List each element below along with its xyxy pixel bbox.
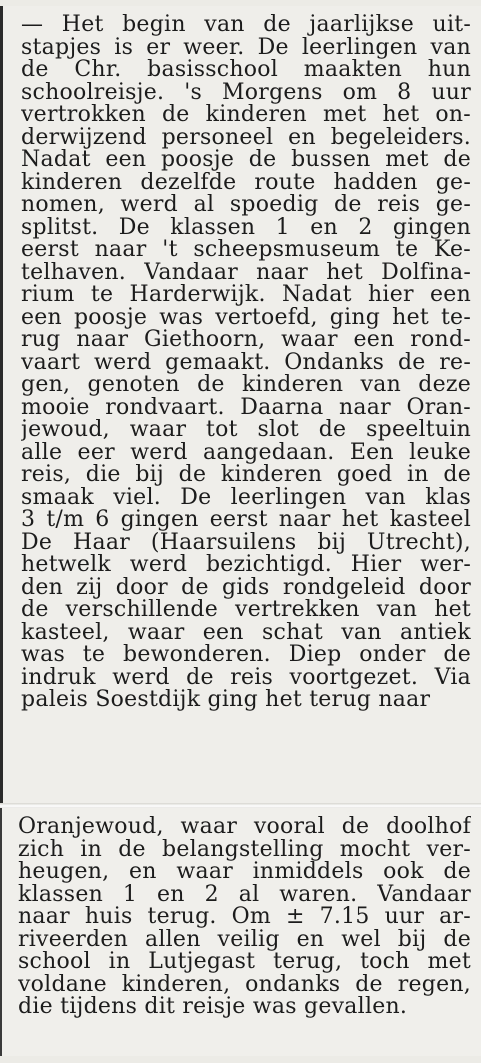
article-line: nomen, werd al spoedig de reis ge- — [21, 194, 471, 217]
article-line: derwijzend personeel en begeleiders. — [21, 126, 471, 149]
article-line: die tijdens dit reisje was gevallen. — [18, 996, 408, 1019]
article-line: alle eer werd aangedaan. Een leuke — [21, 441, 471, 464]
article-line: schoolreisje. 's Morgens om 8 uur — [21, 81, 471, 104]
article-line: hetwelk werd bezichtigd. Hier wer- — [21, 554, 471, 577]
article-line: indruk werd de reis voortgezet. Via — [21, 666, 471, 689]
article-column-lower — [0, 808, 481, 1056]
article-line: zich in de belangstelling mocht ver- — [18, 838, 471, 861]
article-line: De Haar (Haarsuilens bij Utrecht), — [21, 531, 471, 554]
article-line: riveerden allen veilig en wel bij de — [18, 928, 471, 951]
article-column-upper — [0, 6, 481, 804]
article-line: splitst. De klassen 1 en 2 gingen — [21, 216, 471, 239]
article-line: klassen 1 en 2 al waren. Vandaar — [18, 883, 471, 906]
article-line: eerst naar 't scheepsmuseum te Ke- — [21, 239, 471, 262]
article-line: paleis Soestdijk ging het terug naar — [21, 689, 431, 712]
article-line: mooie rondvaart. Daarna naar Oran- — [21, 396, 471, 419]
article-line: heugen, en waar inmiddels ook de — [18, 861, 471, 884]
article-line: kasteel, waar een schat van antiek — [21, 621, 471, 644]
article-line: de Chr. basisschool maakten hun — [21, 59, 471, 82]
article-line: rium te Harderwijk. Nadat hier een — [21, 284, 471, 307]
article-line: vaart werd gemaakt. Ondanks de re- — [21, 351, 471, 374]
article-line: gen, genoten de kinderen van deze — [21, 374, 471, 397]
article-line: smaak viel. De leerlingen van klas — [21, 486, 471, 509]
article-line: Nadat een poosje de bussen met de — [21, 149, 471, 172]
article-line: de verschillende vertrekken van het — [21, 599, 471, 622]
article-line: jewoud, waar tot slot de speeltuin — [21, 419, 471, 442]
article-line: Oranjewoud, waar vooral de doolhof — [18, 816, 471, 839]
article-line: telhaven. Vandaar naar het Dolfina- — [21, 261, 471, 284]
article-line: — Het begin van de jaarlijkse uit- — [21, 14, 471, 37]
article-line: 3 t/m 6 gingen eerst naar het kasteel — [21, 509, 471, 532]
article-line: kinderen dezelfde route hadden ge- — [21, 171, 471, 194]
article-line: naar huis terug. Om ± 7.15 uur ar- — [18, 906, 471, 929]
article-line: een poosje was vertoefd, ging het te- — [21, 306, 471, 329]
article-line: voldane kinderen, ondanks de regen, — [18, 973, 471, 996]
article-line: stapjes is er weer. De leerlingen van — [21, 36, 471, 59]
article-line: rug naar Giethoorn, waar een rond- — [21, 329, 471, 352]
article-line: reis, die bij de kinderen goed in de — [21, 464, 471, 487]
article-line: school in Lutjegast terug, toch met — [18, 951, 471, 974]
article-line: den zij door de gids rondgeleid door — [21, 576, 471, 599]
article-line: vertrokken de kinderen met het on- — [21, 104, 471, 127]
article-line: was te bewonderen. Diep onder de — [21, 644, 471, 667]
